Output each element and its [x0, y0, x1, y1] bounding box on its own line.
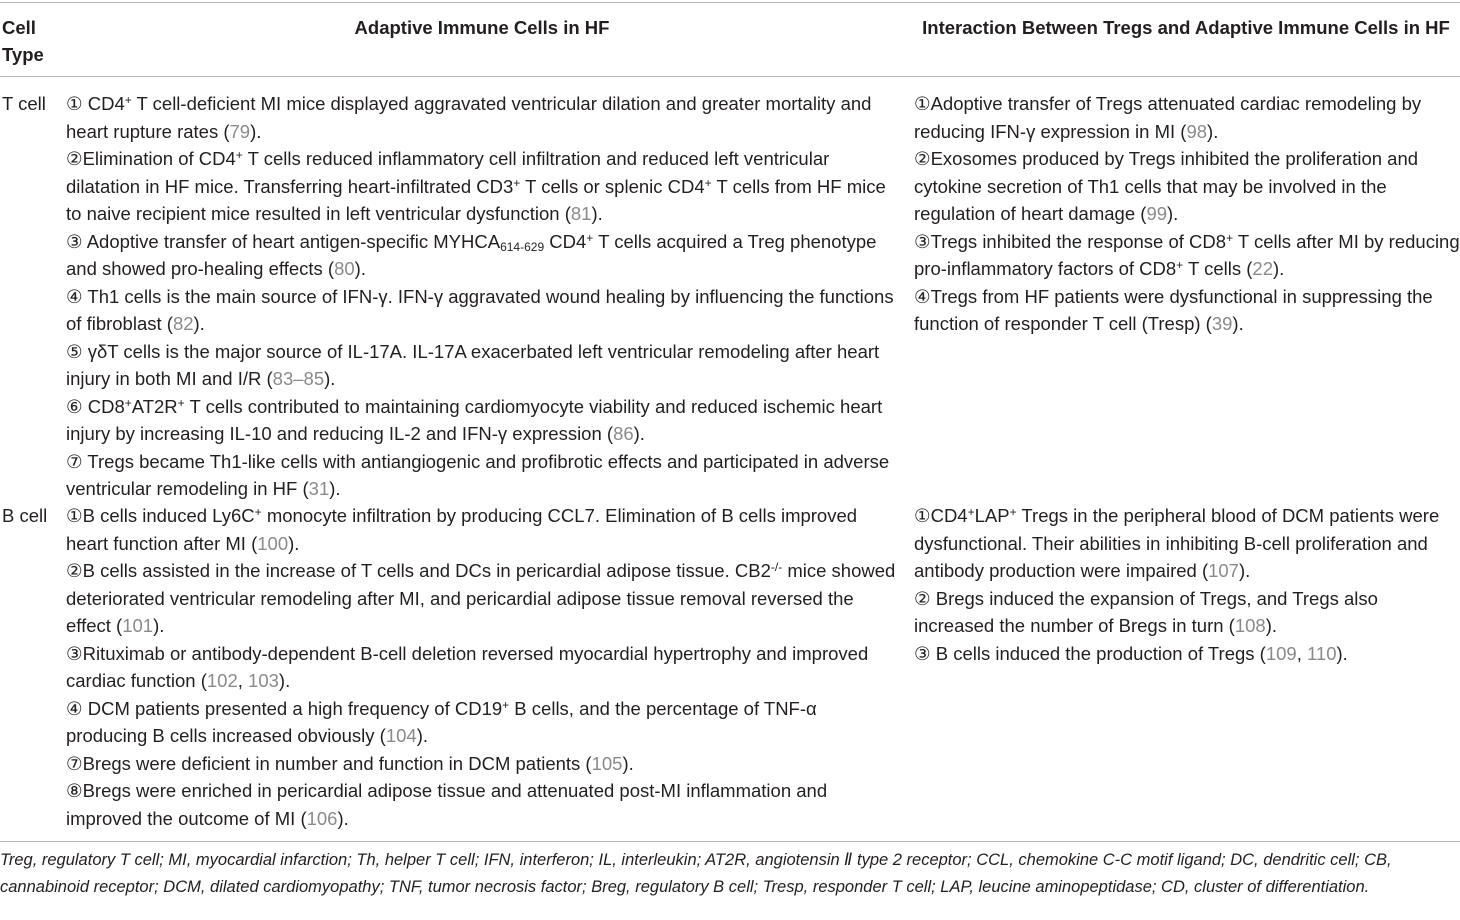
reference-link[interactable]: 100 [257, 532, 289, 554]
header-cell-type: Cell Type [2, 17, 44, 65]
list-item: ①Adoptive transfer of Tregs attenuated cardiac remodeling by reducing IFN-γ expression in MI (98). [914, 93, 1422, 142]
list-item: ④ Th1 cells is the main source of IFN-γ. IFN-γ aggravated wound healing by influencing the functions of fibroblast (82). [66, 285, 894, 334]
subscript: 614-629 [500, 239, 545, 254]
list-item: ⑥ CD8+AT2R+ T cells contributed to maintaining cardiomyocyte viability and reduced ischemic heart injury by increasing IL-10 and reducing IL-2 and IFN-γ expression (86). [66, 395, 883, 444]
list-item: ③ Adoptive transfer of heart antigen-specific $MYHCA_{614-629}$ CD4+ T cells acquired a Treg phenotype and showed pro-healing effects (80). [66, 230, 877, 279]
list-item: ③ B cells induced the production of Tregs (109, 110). [914, 642, 1348, 664]
list-item: ① CD4+ T cell-deficient MI mice displayed aggravated ventricular dilation and greater mortality and heart rupture rates (79). [66, 93, 872, 142]
reference-link[interactable]: 80 [334, 258, 355, 279]
superscript: + [502, 697, 510, 712]
superscript: -/- [770, 560, 783, 574]
superscript: + [967, 505, 975, 519]
list-item: ③Rituximab or antibody-dependent B-cell deletion reversed myocardial hypertrophy and improved cardiac function (102, 103). [66, 642, 869, 691]
reference-link[interactable]: 98 [1186, 120, 1208, 142]
table-footnote: Treg, regulatory T cell; MI, myocardial infarction; Th, helper T cell; IFN, interferon; IL, interleukin; AT2R, angiotensin Ⅱ type 2 receptor; CCL, chemokine C-C motif ligand; DC, dendritic cell; CB, cannabinoid receptor; DCM, dilated cardiomyopathy; TNF, tumor necrosis factor; Breg, regulatory B cell; Tresp, responder T cell; LAP, leucine aminopeptidase; CD, cluster of differentiation. [0, 851, 1392, 896]
list-item: ⑤ γδT cells is the major source of IL-17A. IL-17A exacerbated left ventricular remodeling after heart injury in both MI and I/R (83–85). [66, 340, 880, 389]
superscript: + [254, 505, 262, 519]
cell-type-t-cell: T cell [2, 93, 46, 114]
reference-link[interactable]: 110 [1306, 642, 1337, 664]
reference-link[interactable]: 39 [1211, 313, 1233, 334]
header-adaptive-immune-cells: Adaptive Immune Cells in HF [354, 17, 610, 38]
list-item: ①CD4+LAP+ Tregs in the peripheral blood of DCM patients were dysfunctional. Their abilities in inhibiting B-cell proliferation and antibody production were impaired (107). [914, 505, 1440, 581]
reference-link[interactable]: 102 [206, 670, 238, 691]
superscript: + [1176, 258, 1184, 272]
reference-link[interactable]: 104 [385, 725, 417, 746]
reference-link[interactable]: 22 [1252, 258, 1273, 279]
superscript: + [704, 175, 712, 190]
reference-link[interactable]: 81 [570, 203, 592, 224]
reference-link[interactable]: 101 [122, 615, 154, 636]
reference-link[interactable]: 103 [248, 670, 279, 691]
reference-link[interactable]: 31 [308, 478, 330, 499]
header-interaction: Interaction Between Tregs and Adaptive Immune Cells in HF [922, 17, 1450, 38]
t-cell-treg-interaction [914, 90, 1460, 338]
table-bottom-rule [0, 841, 1460, 842]
t-cell-adaptive-findings [66, 90, 898, 503]
superscript: + [1009, 505, 1017, 519]
table-top-rule [0, 2, 1460, 3]
list-item: ② Bregs induced the expansion of Tregs, and Tregs also increased the number of Bregs in turn (108). [914, 587, 1378, 636]
cell-type-b-cell: B cell [2, 505, 48, 526]
list-item: ①B cells induced Ly6C+ monocyte infiltration by producing CCL7. Elimination of B cells improved heart function after MI (100). [66, 505, 858, 554]
superscript: + [124, 395, 132, 410]
reference-link[interactable]: 82 [172, 313, 194, 334]
superscript: + [586, 230, 594, 245]
header-rule [0, 76, 1460, 77]
reference-link[interactable]: 83–85 [272, 368, 325, 389]
reference-link[interactable]: 109 [1265, 642, 1297, 664]
list-item: ⑦ Tregs became Th1-like cells with antiangiogenic and profibrotic effects and participated in adverse ventricular remodeling in HF (31). [66, 450, 890, 499]
b-cell-treg-interaction [914, 502, 1460, 667]
reference-link[interactable]: 105 [591, 752, 623, 774]
superscript: + [513, 175, 521, 190]
list-item: ⑧Bregs were enriched in pericardial adipose tissue and attenuated post-MI inflammation and improved the outcome of MI (106). [66, 780, 828, 829]
list-item: ②Elimination of CD4+ T cells reduced inflammatory cell infiltration and reduced left ventricular dilatation in HF mice. Transferring heart-infiltrated CD3+ T cells or splenic CD4+ T cells from HF mice to naive recipient mice resulted in left ventricular dysfunction (81). [66, 148, 886, 224]
reference-link[interactable]: 99 [1146, 203, 1168, 224]
superscript: + [124, 93, 132, 107]
reference-link[interactable]: 79 [229, 120, 251, 142]
b-cell-adaptive-findings [66, 502, 898, 832]
reference-link[interactable]: 108 [1234, 615, 1266, 636]
reference-link[interactable]: 106 [306, 807, 338, 829]
superscript: + [235, 148, 243, 162]
list-item: ⑦Bregs were deficient in number and function in DCM patients (105). [66, 752, 634, 774]
list-item: ②Exosomes produced by Tregs inhibited the proliferation and cytokine secretion of Th1 cells that may be involved in the regulation of heart damage (99). [914, 148, 1419, 224]
list-item: ②B cells assisted in the increase of T cells and DCs in pericardial adipose tissue. CB2-/- mice showed deteriorated ventricular remodeling after MI, and pericardial adipose tissue removal reversed the effect (101). [66, 560, 896, 636]
list-item: ④ DCM patients presented a high frequency of CD19+ B cells, and the percentage of TNF-α producing B cells increased obviously (104). [66, 697, 817, 746]
superscript: + [177, 395, 185, 410]
list-item: ④Tregs from HF patients were dysfunctional in suppressing the function of responder T cell (Tresp) (39). [914, 285, 1433, 334]
superscript: + [1226, 230, 1234, 245]
list-item: ③Tregs inhibited the response of CD8+ T cells after MI by reducing pro-inflammatory factors of CD8+ T cells (22). [914, 230, 1460, 279]
reference-link[interactable]: 86 [613, 423, 634, 444]
reference-link[interactable]: 107 [1208, 560, 1239, 581]
